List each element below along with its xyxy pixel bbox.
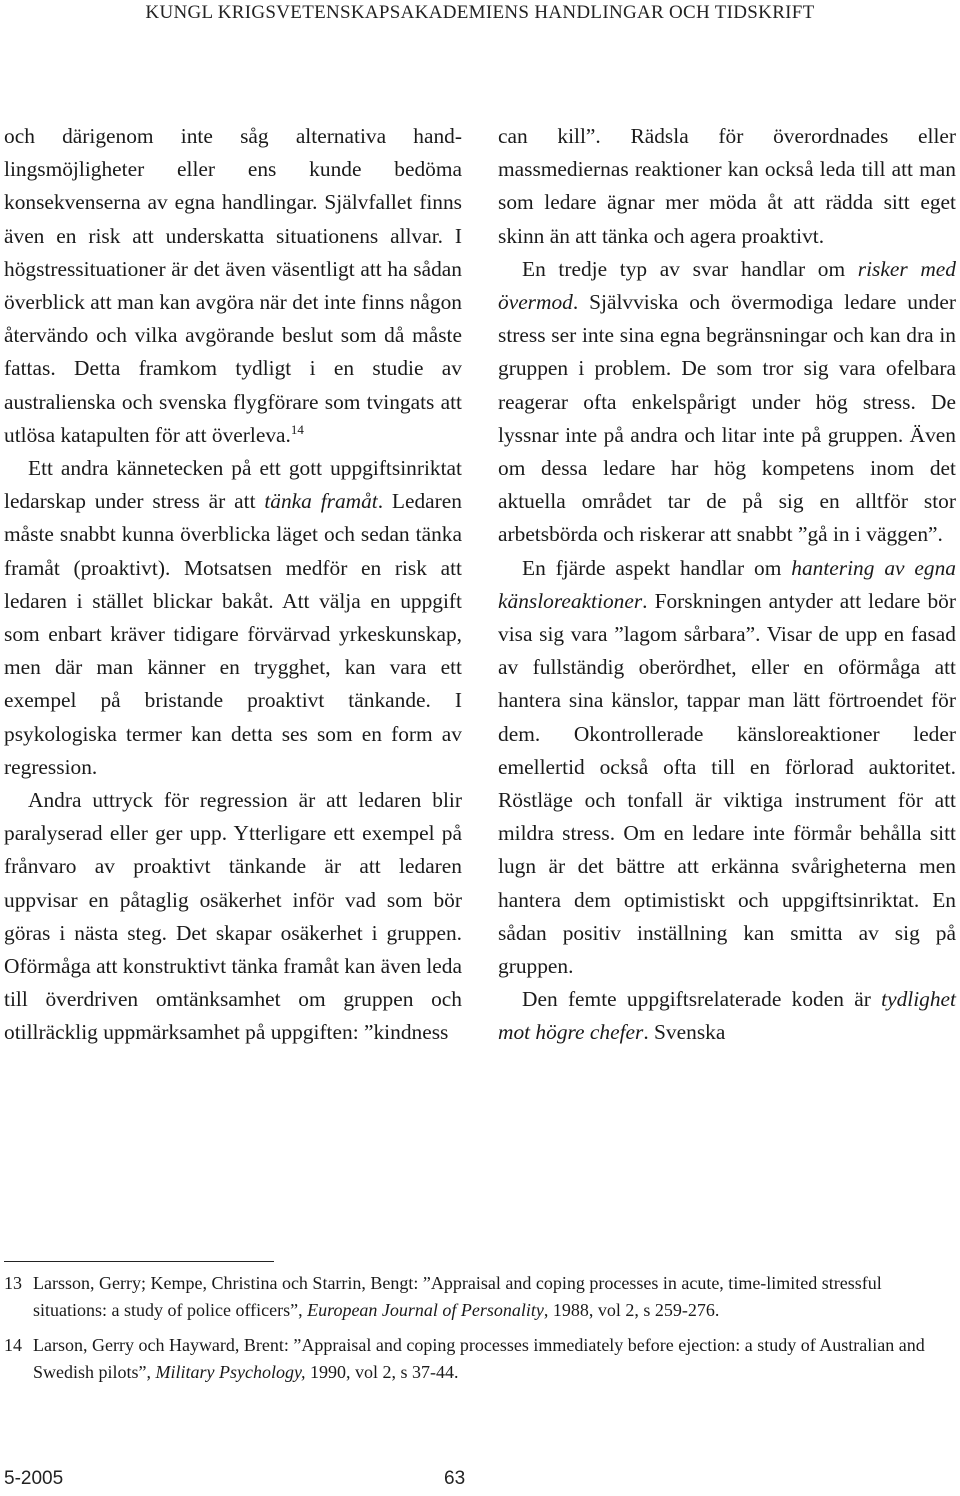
footnote-citation: , 1988, vol 2, s 259-276. (543, 1300, 720, 1320)
footnotes (4, 1270, 956, 1394)
paragraph (4, 120, 462, 452)
footnote-14 (4, 1332, 956, 1386)
paragraph-text: Ett andra kännetecken på ett gott uppgiftsinriktat ledarskap under stress är att (4, 456, 462, 514)
emphasis: tydlighet mot högre chefer (498, 987, 956, 1045)
paragraph-text: En tredje typ av svar handlar om (522, 256, 858, 281)
paragraph (498, 552, 956, 984)
paragraph: Andra uttryck för regression är att ledaren blir paralyserad eller ger upp. Ytterligare ett exempel på frånvaro av proaktivt tänkande är att ledaren uppvisar en påtaglig osäkerhet inför vad som bör göras i nästa steg. Det skapar osäkerhet i gruppen. Oförmåga att konstruktivt tänka framåt kan även leda till överdriven omtänksamhet om gruppen och otillräcklig uppmärksamhet på uppgiften: ”kindness (4, 788, 462, 1045)
footnote-number: 13 (4, 1273, 22, 1293)
paragraph-text: Den femte uppgiftsrelaterade koden är (522, 987, 882, 1012)
footnote-number: 14 (4, 1335, 22, 1355)
footnote-citation: 1990, vol 2, s 37-44. (305, 1362, 459, 1382)
footnote-citation: Larsson, Gerry; Kempe, Christina och Starrin, Bengt: ”Appraisal and coping processes in acute, time-limited stressful situations: a study of police officers”, (33, 1273, 882, 1320)
left-column (4, 120, 462, 1050)
paragraph-text: . Svenska (643, 1020, 726, 1045)
journal-title: European Journal of Personality (307, 1300, 544, 1320)
paragraph-text: och därigenom inte såg alternativa handlingsmöjligheter eller ens kunde bedöma konsekvenserna av egna handlingar. Självfallet finns även en risk att underskatta situationens allvar. I högstressituationer är det även väsentligt att ha sådan överblick att man kan avgöra när det inte finns någon återvändo och vilka avgörande beslut som då måste fattas. Detta framkom tydligt i en studie av australienska och svenska flygförare som tvingats att utlösa katapulten för att överleva. (4, 124, 462, 447)
paragraph-text: . Självviska och övermodiga ledare under stress ser inte sina egna begränsningar och kan dra in gruppen i problem. De som tror sig vara ofelbara reagerar ofta enkelspårigt under hög stress. De lyssnar inte på andra och litar inte på gruppen. Även om dessa ledare har hög kompetens inom det aktuella området tar de på sig en alltför stor arbetsbörda och riskerar att snabbt ”gå in i väggen”. (498, 290, 956, 547)
footnote-citation: Larson, Gerry och Hayward, Brent: ”Appraisal and coping processes immediately before ejection: a study of Australian and Swedish pilots”, (33, 1335, 925, 1382)
footnote-text (33, 1332, 956, 1386)
footnote-ref-14: 14 (290, 421, 304, 437)
journal-title: Military Psychology, (155, 1362, 306, 1382)
issue-number: 5-2005 (4, 1468, 64, 1489)
right-column (498, 120, 956, 1050)
footnote-text (33, 1270, 956, 1324)
running-head: KUNGL KRIGSVETENSKAPSAKADEMIENS HANDLINGAR OCH TIDSKRIFT (145, 2, 815, 23)
paragraph (498, 983, 956, 1049)
paragraph (4, 452, 462, 784)
emphasis: risker med övermod (498, 256, 956, 315)
paragraph (498, 253, 956, 552)
paragraph-text: . Forskningen antyder att ledare bör visa sig vara ”lagom sårbara”. Visar de upp en fasad av fullständig oberördhet, eller en oförmåga att hantera sina känslor, tappar man lätt förtroendet för dem. Okontrollerade känsloreaktioner leder emellertid också ofta till en förlorad auktoritet. Röstläge och tonfall är viktiga instrument för att mildra stress. Om en ledare inte förmår behålla sitt lugn är det bättre att erkänna svårigheterna men hantera dem optimistiskt och uppgiftsinriktat. En sådan positiv inställning kan smitta av sig på gruppen. (498, 588, 956, 979)
emphasis: hantering av egna känsloreaktioner (498, 555, 956, 613)
page-number: 63 (444, 1468, 466, 1489)
paragraph: can kill”. Rädsla för överordnades eller massmediernas reaktioner kan också leda till att man som ledare ägnar mer möda åt att rädda sitt eget skinn än att tänka och agera proaktivt. (498, 124, 956, 248)
footnote-divider (4, 1261, 274, 1262)
paragraph-text: . Ledaren måste snabbt kunna överblicka läget och sedan tänka framåt (proaktivt). Motsatsen medför en risk att ledaren i stället blickar bakåt. Att välja en uppgift som enbart kräver tidigare förvärvad yrkeskunskap, men där man känner en trygghet, kan vara ett exempel på bristande proaktivt tänkande. I psykologiska termer kan detta ses som en form av regression. (4, 489, 462, 779)
emphasis: tänka framåt (264, 489, 378, 514)
paragraph-text: En fjärde aspekt handlar om (522, 555, 792, 580)
footnote-13 (4, 1270, 956, 1324)
